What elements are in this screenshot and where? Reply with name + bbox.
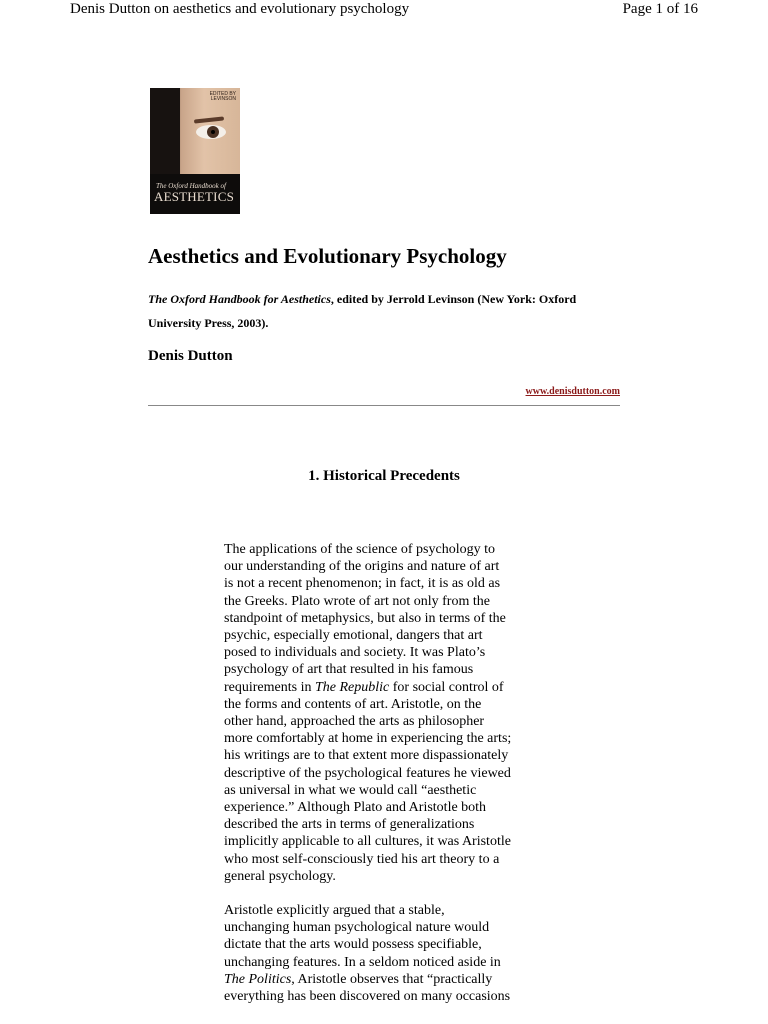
article-body — [224, 541, 554, 1022]
text-line: described the arts in terms of generalizations — [224, 817, 475, 833]
text-line — [224, 971, 554, 988]
text-line: descriptive of the psychological features he viewed — [224, 765, 511, 781]
work-title: The Politics — [224, 971, 292, 987]
text-line: psychology of art that resulted in his famous — [224, 662, 474, 678]
text-line: general psychology. — [224, 868, 336, 884]
page-header-title: Denis Dutton on aesthetics and evolutionary psychology — [70, 1, 410, 17]
citation — [148, 287, 628, 335]
author-name: Denis Dutton — [148, 348, 233, 364]
text-line: the forms and contents of art. Aristotle, on the — [224, 696, 482, 712]
cover-editor-label: EDITED BY — [209, 91, 236, 97]
text-segment: requirements in — [224, 679, 315, 695]
page-number: Page 1 of 16 — [622, 1, 698, 17]
text-line: dictate that the arts would possess specifiable, — [224, 937, 482, 953]
text-line: The applications of the science of psychology to — [224, 542, 495, 557]
cover-pupil-shape — [211, 130, 215, 134]
website-link[interactable]: www.denisdutton.com — [525, 386, 620, 397]
text-line: unchanging features. In a seldom noticed aside in — [224, 954, 501, 970]
section-heading: 1. Historical Precedents — [308, 468, 460, 484]
cover-title: AESTHETICS — [154, 189, 234, 204]
article-title: Aesthetics and Evolutionary Psychology — [148, 244, 507, 268]
cover-eyebrow-shape — [194, 116, 224, 123]
text-line: is not a recent phenomenon; in fact, it is as old as — [224, 576, 501, 592]
divider — [148, 405, 620, 406]
text-line: standpoint of metaphysics, but also in terms of the — [224, 610, 506, 626]
text-segment: , Aristotle observes that “practically — [291, 971, 493, 987]
text-line: as universal in what we would call “aesthetic — [224, 782, 477, 798]
text-line: experience.” Although Plato and Aristotle both — [224, 800, 487, 816]
cover-editor-name: LEVINSON — [210, 96, 236, 102]
citation-details: , edited by Jerrold Levinson (New York: Oxford University Press, 2003). — [148, 292, 577, 330]
cover-editor — [210, 92, 236, 102]
text-line: the Greeks. Plato wrote of art not only from the — [224, 593, 490, 609]
text-line: implicitly applicable to all cultures, it was Aristotle — [224, 834, 511, 850]
text-line: who most self-consciously tied his art theory to a — [224, 851, 500, 867]
text-line: everything has been discovered on many occasions — [224, 989, 511, 1005]
text-segment: for social control of — [389, 679, 504, 695]
citation-book: The Oxford Handbook for Aesthetics — [148, 292, 331, 306]
text-line: psychic, especially emotional, dangers that art — [224, 628, 483, 644]
text-line — [224, 679, 554, 696]
book-cover-image — [150, 88, 240, 214]
paragraph-1 — [224, 541, 554, 885]
text-line: other hand, approached the arts as philosopher — [224, 714, 485, 730]
text-line: our understanding of the origins and nature of art — [224, 559, 500, 575]
text-line: more comfortably at home in experiencing the arts; — [224, 731, 512, 747]
text-line: posed to individuals and society. It was Plato’s — [224, 645, 486, 661]
text-line: unchanging human psychological nature would — [224, 920, 490, 936]
cover-hair-shape — [150, 88, 180, 178]
cover-series: The Oxford Handbook of — [156, 182, 226, 190]
text-line: Aristotle explicitly argued that a stable, — [224, 903, 445, 919]
text-line: his writings are to that extent more dispassionately — [224, 748, 509, 764]
paragraph-2 — [224, 902, 554, 1005]
work-title: The Republic — [314, 679, 390, 695]
